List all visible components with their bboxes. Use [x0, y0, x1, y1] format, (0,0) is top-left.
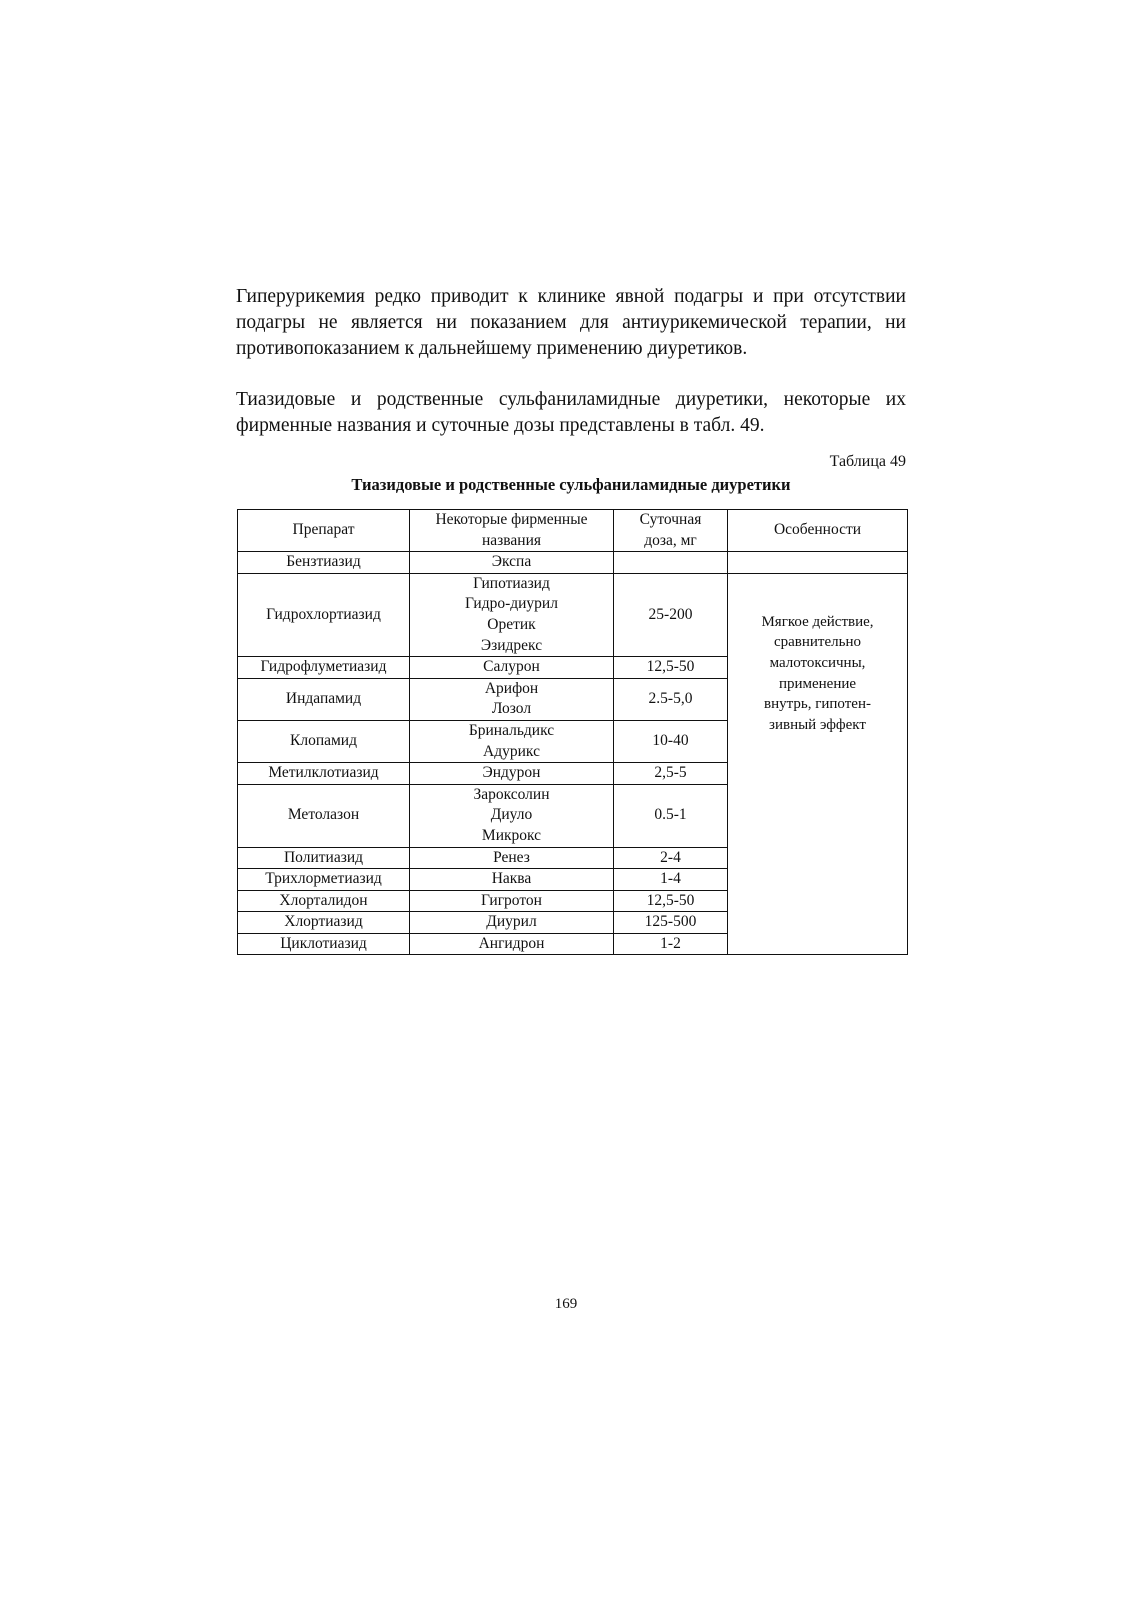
drug-name-cell: Метилклотиазид [238, 763, 410, 785]
daily-dose-cell: 2,5-5 [614, 763, 728, 785]
paragraph-hyperuricemia: Гиперурикемия редко приводит к клинике явной подагры и при отсутствии подагры не является ни показанием для антиурикемической терапии, ни противопоказанием к дальнейшему применению диуретиков. [236, 286, 906, 360]
header-brands: Некоторые фирменные названия [410, 510, 614, 552]
daily-dose-cell: 2.5-5,0 [614, 678, 728, 720]
daily-dose-cell: 1-2 [614, 933, 728, 955]
header-dose: Суточная доза, мг [614, 510, 728, 552]
table-row [238, 573, 908, 656]
brand-names-cell: Наква [410, 869, 614, 891]
drug-name-cell: Трихлорметиазид [238, 869, 410, 891]
daily-dose-cell: 25-200 [614, 573, 728, 656]
drug-name-cell: Гидрофлуметиазид [238, 657, 410, 679]
daily-dose-cell: 10-40 [614, 720, 728, 762]
daily-dose-cell: 12,5-50 [614, 890, 728, 912]
drug-name-cell: Хлорталидон [238, 890, 410, 912]
header-drug: Препарат [238, 510, 410, 552]
diuretics-table [237, 509, 908, 955]
table-header-row [238, 510, 908, 552]
drug-name-cell: Циклотиазид [238, 933, 410, 955]
page-number: 169 [554, 1296, 578, 1312]
brand-names-cell: Эндурон [410, 763, 614, 785]
drug-name-cell: Гидрохлортиазид [238, 573, 410, 656]
brand-names-cell: Диурил [410, 912, 614, 934]
drug-name-cell: Метолазон [238, 784, 410, 847]
header-features: Особенности [728, 510, 908, 552]
brand-names-cell: Гигротон [410, 890, 614, 912]
drug-name-cell: Индапамид [238, 678, 410, 720]
brand-names-cell: Салурон [410, 657, 614, 679]
table-title: Тиазидовые и родственные сульфаниламидные диуретики [351, 475, 791, 494]
drug-name-cell: Хлортиазид [238, 912, 410, 934]
features-note-cell: Мягкое действие, сравнительно малотоксичны, применение внутрь, гипотен- зивный эффект [728, 573, 908, 955]
daily-dose-cell: 2-4 [614, 847, 728, 869]
daily-dose-cell: 0.5-1 [614, 784, 728, 847]
brand-names-cell: Гипотиазид Гидро-диурил Оретик Эзидрекс [410, 573, 614, 656]
brand-names-cell: Бринальдикс Адурикс [410, 720, 614, 762]
daily-dose-cell: 1-4 [614, 869, 728, 891]
paragraph-table-intro: Тиазидовые и родственные сульфаниламидные диуретики, некоторые их фирменные названия и суточные дозы представлены в табл. 49. [236, 389, 906, 437]
daily-dose-cell: 125-500 [614, 912, 728, 934]
daily-dose-cell [614, 552, 728, 574]
drug-name-cell: Клопамид [238, 720, 410, 762]
features-empty-cell [728, 552, 908, 574]
drug-name-cell: Бензтиазид [238, 552, 410, 574]
table-label: Таблица 49 [829, 453, 906, 470]
table-row [238, 552, 908, 574]
brand-names-cell: Зароксолин Диуло Микрокс [410, 784, 614, 847]
brand-names-cell: Ренез [410, 847, 614, 869]
drug-name-cell: Политиазид [238, 847, 410, 869]
brand-names-cell: Ангидрон [410, 933, 614, 955]
brand-names-cell: Арифон Лозол [410, 678, 614, 720]
daily-dose-cell: 12,5-50 [614, 657, 728, 679]
brand-names-cell: Экспа [410, 552, 614, 574]
